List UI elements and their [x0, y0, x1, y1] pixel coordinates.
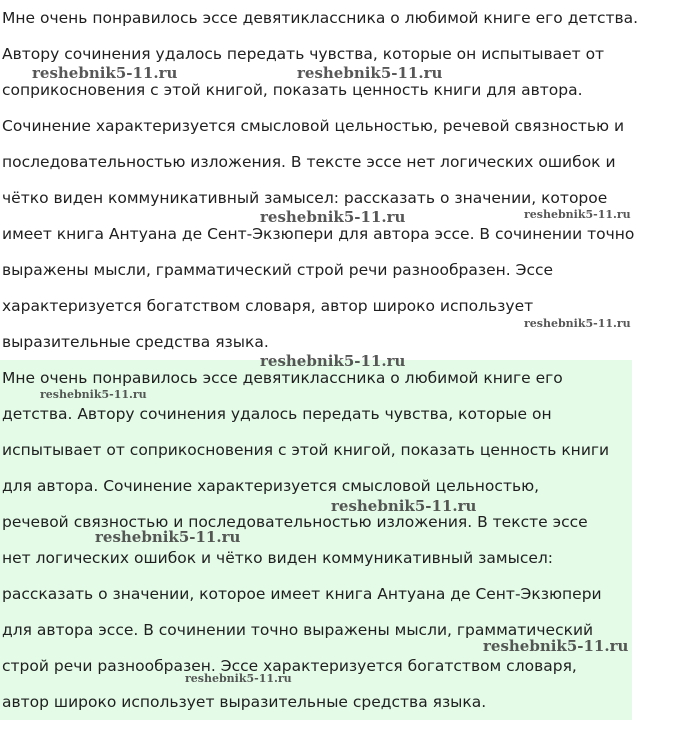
watermark: reshebnik5-11.ru: [331, 497, 477, 515]
watermark: reshebnik5-11.ru: [260, 208, 406, 226]
watermark: reshebnik5-11.ru: [524, 317, 631, 330]
essay-highlighted-line: для автора. Сочинение характеризуется смысловой цельностью,: [2, 477, 540, 495]
essay-highlighted-line: строй речи разнообразен. Эссе характеризуется богатством словаря,: [2, 657, 577, 675]
watermark: reshebnik5-11.ru: [260, 352, 406, 370]
essay-original-line: чётко виден коммуникативный замысел: рассказать о значении, которое: [2, 189, 608, 207]
essay-original-line: соприкосновения с этой книгой, показать ценность книги для автора.: [2, 81, 583, 99]
essay-highlighted-line: рассказать о значении, которое имеет книга Антуана де Сент-Экзюпери: [2, 585, 602, 603]
watermark: reshebnik5-11.ru: [40, 388, 147, 401]
essay-original-line: выразительные средства языка.: [2, 333, 269, 351]
essay-original-line: выражены мысли, грамматический строй речи разнообразен. Эссе: [2, 261, 554, 279]
essay-highlighted-line: автор широко использует выразительные средства языка.: [2, 693, 487, 711]
essay-highlighted-line: детства. Автору сочинения удалось передать чувства, которые он: [2, 405, 552, 423]
watermark: reshebnik5-11.ru: [483, 637, 629, 655]
watermark: reshebnik5-11.ru: [95, 528, 241, 546]
essay-original-line: Мне очень понравилось эссе девятиклассника о любимой книге его детства.: [2, 9, 639, 27]
watermark: reshebnik5-11.ru: [524, 208, 631, 221]
essay-original-line: Сочинение характеризуется смысловой цельностью, речевой связностью и: [2, 117, 625, 135]
essay-highlighted-line: Мне очень понравилось эссе девятиклассника о любимой книге его: [2, 369, 563, 387]
watermark: reshebnik5-11.ru: [32, 64, 178, 82]
watermark: reshebnik5-11.ru: [185, 672, 292, 685]
essay-highlighted-line: испытывает от соприкосновения с этой книгой, показать ценность книги: [2, 441, 610, 459]
essay-highlighted-line: нет логических ошибок и чётко виден коммуникативный замысел:: [2, 549, 554, 567]
essay-original-line: имеет книга Антуана де Сент-Экзюпери для автора эссе. В сочинении точно: [2, 225, 635, 243]
essay-original-line: последовательностью изложения. В тексте эссе нет логических ошибок и: [2, 153, 616, 171]
essay-highlighted-line: для автора эссе. В сочинении точно выражены мысли, грамматический: [2, 621, 594, 639]
essay-original-line: Автору сочинения удалось передать чувства, которые он испытывает от: [2, 45, 605, 63]
watermark: reshebnik5-11.ru: [297, 64, 443, 82]
essay-original-line: характеризуется богатством словаря, автор широко использует: [2, 297, 534, 315]
essay-highlighted-line: речевой связностью и последовательностью изложения. В тексте эссе: [2, 513, 588, 531]
